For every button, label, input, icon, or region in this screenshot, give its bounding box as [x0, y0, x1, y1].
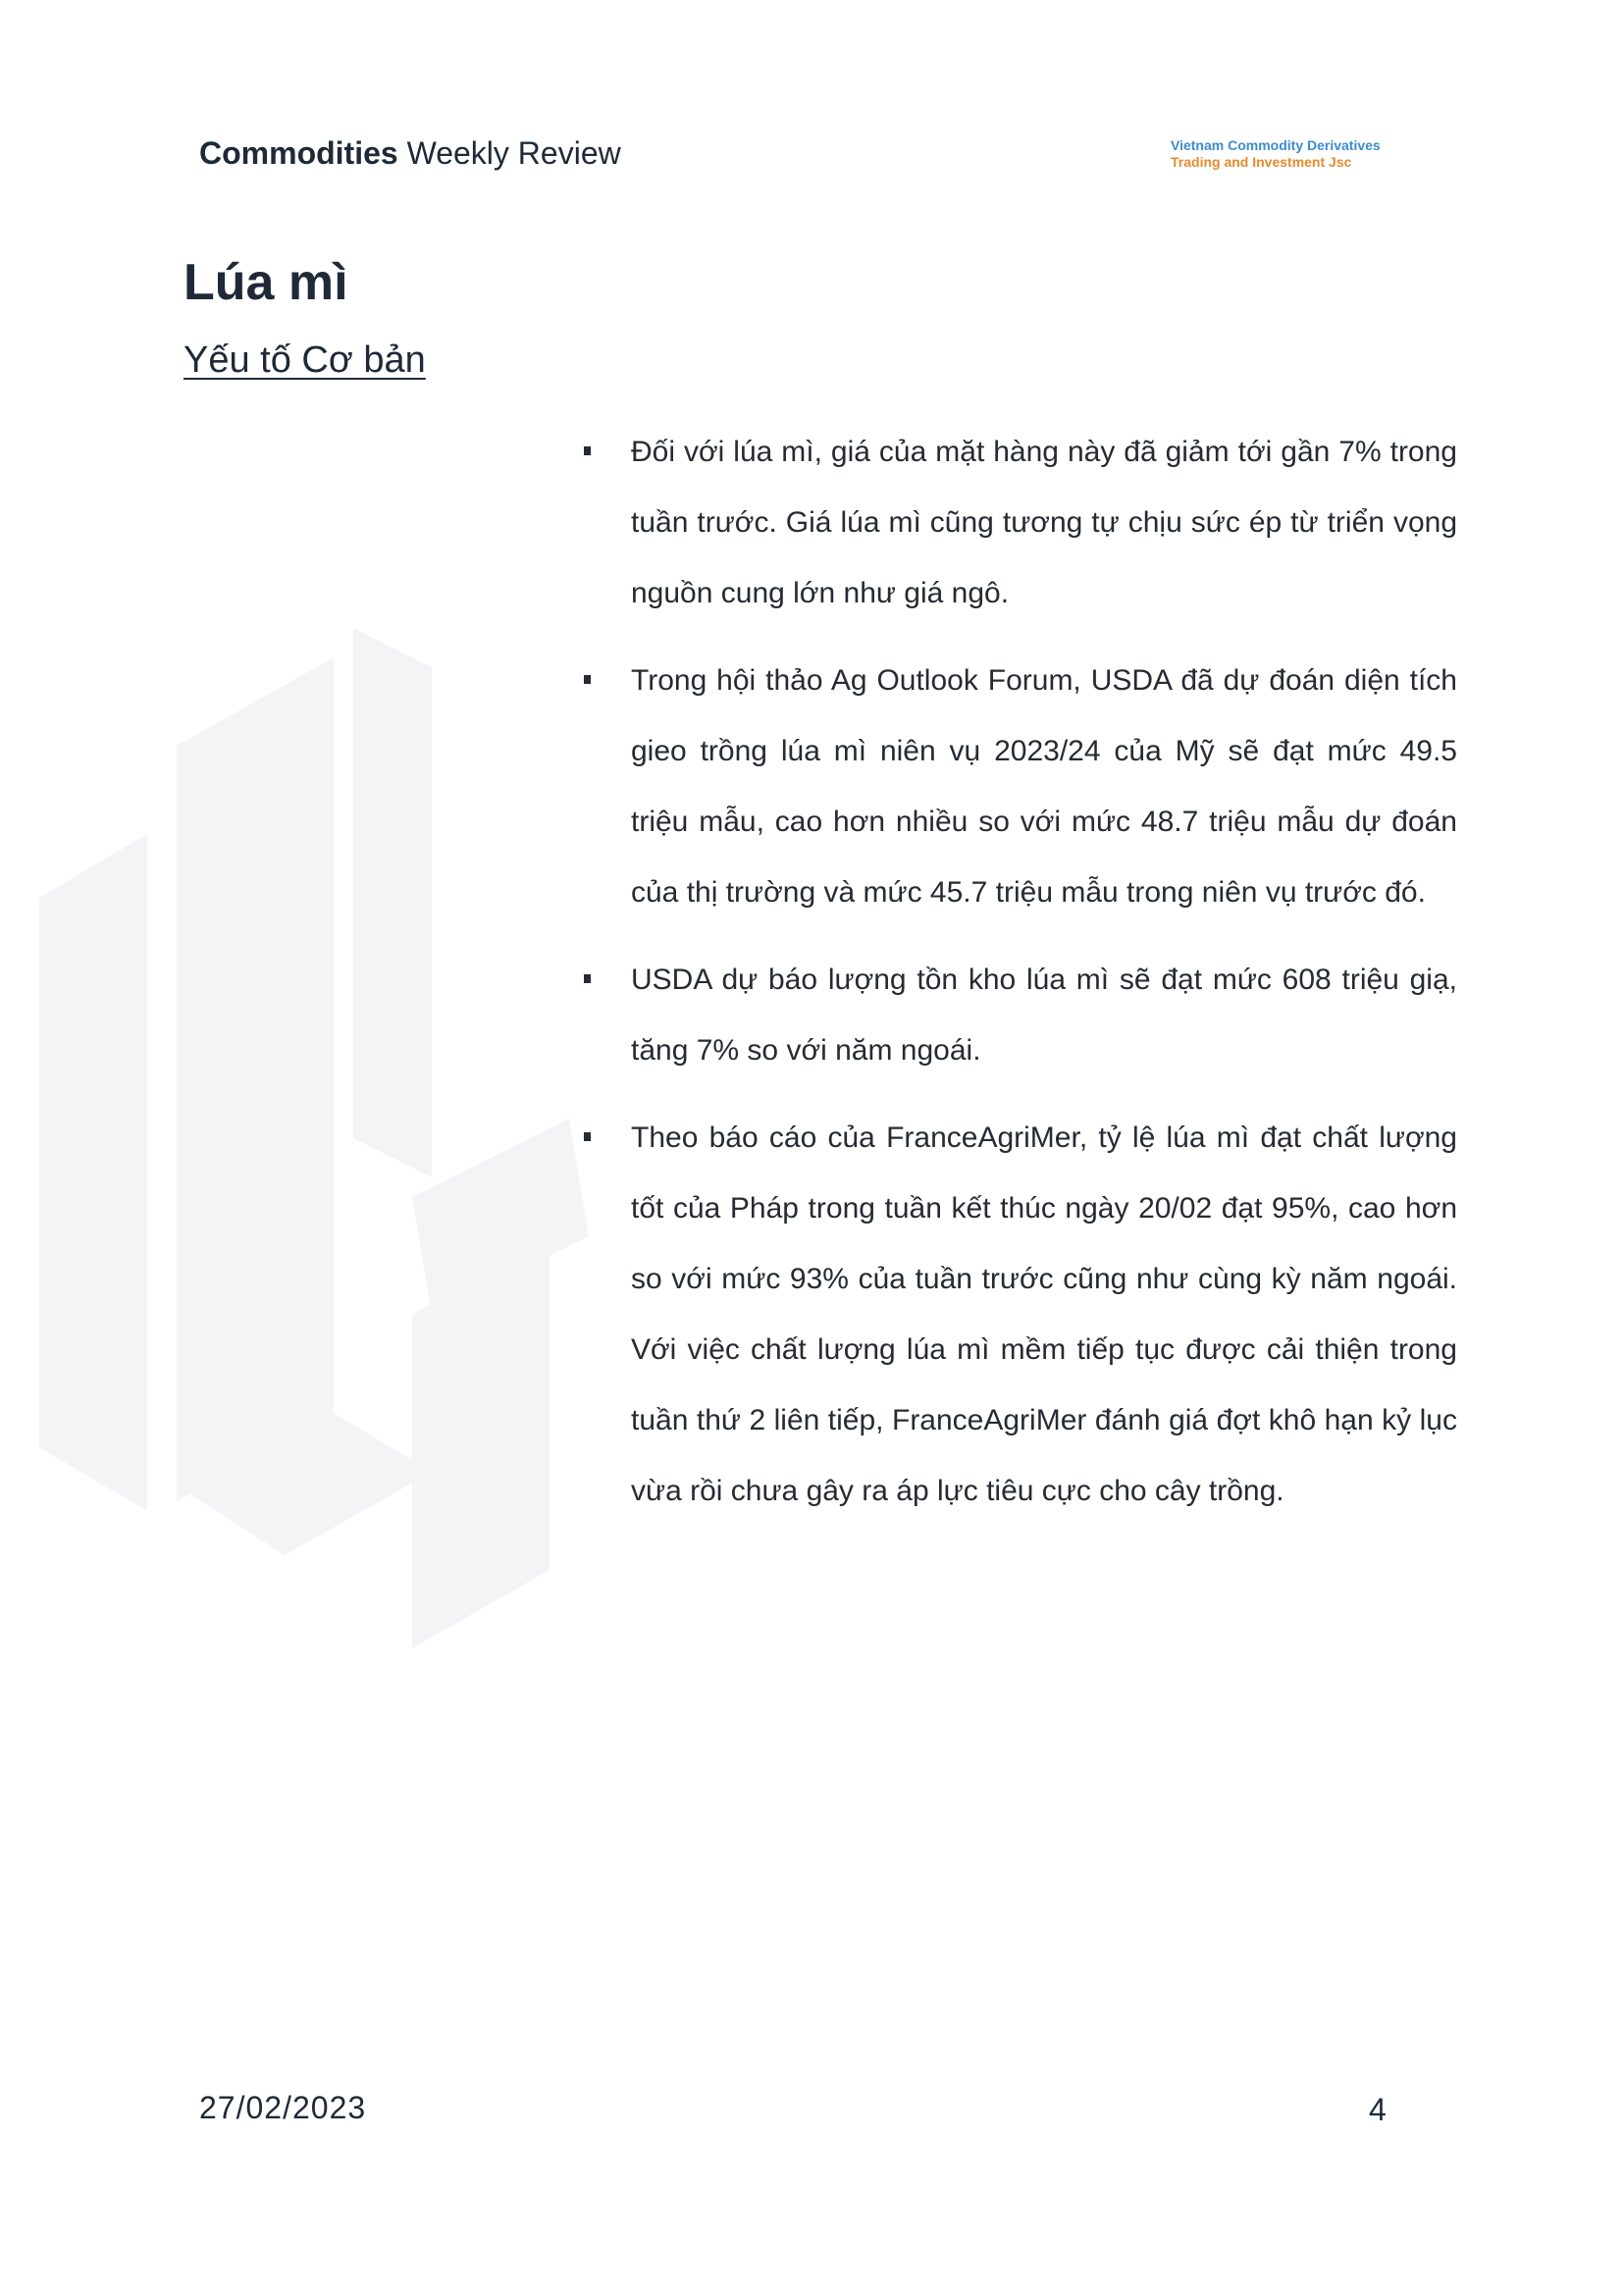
bullet-text: Trong hội thảo Ag Outlook Forum, USDA đã dự đoán diện tích gieo trồng lúa mì niên vụ 2023/24 của Mỹ sẽ đạt mức 49.5 triệu mẫu, cao hơn nhiều so với mức 48.7 triệu mẫu dự đoán của thị trường và mức 45.7 triệu mẫu trong niên vụ trước đó. — [631, 664, 1457, 909]
bullet-marker-icon — [584, 974, 591, 983]
bullet-marker-icon — [584, 446, 591, 455]
document-header — [199, 135, 621, 172]
bullet-item — [579, 1103, 1457, 1527]
logo-line-1: Vietnam Commodity Derivatives — [1171, 137, 1381, 153]
bullet-text: USDA dự báo lượng tồn kho lúa mì sẽ đạt mức 608 triệu giạ, tăng 7% so với năm ngoái. — [631, 964, 1457, 1067]
bullet-marker-icon — [584, 675, 591, 684]
bullet-marker-icon — [584, 1132, 591, 1141]
bullet-text: Theo báo cáo của FranceAgriMer, tỷ lệ lúa mì đạt chất lượng tốt của Pháp trong tuần kết thúc ngày 20/02 đạt 95%, cao hơn so với mức 93% của tuần trước cũng như cùng kỳ năm ngoái. Với việc chất lượng lúa mì mềm tiếp tục được cải thiện trong tuần thứ 2 liên tiếp, FranceAgriMer đánh giá đợt khô hạn kỷ lục vừa rồi chưa gây ra áp lực tiêu cực cho cây trồng. — [631, 1121, 1457, 1507]
bullet-item — [579, 646, 1457, 928]
bullet-list — [579, 417, 1457, 1543]
footer-date: 27/02/2023 — [199, 2090, 367, 2125]
logo-line-2: Trading and Investment Jsc — [1171, 154, 1352, 170]
bullet-item — [579, 417, 1457, 629]
header-title: Weekly Review — [406, 135, 621, 171]
company-logo — [1171, 137, 1381, 171]
header-brand: Commodities — [199, 135, 398, 171]
section-subtitle: Yếu tố Cơ bản — [183, 339, 426, 381]
bullet-item — [579, 945, 1457, 1086]
bullet-text: Đối với lúa mì, giá của mặt hàng này đã giảm tới gần 7% trong tuần trước. Giá lúa mì cũng tương tự chịu sức ép từ triển vọng nguồn cung lớn như giá ngô. — [631, 436, 1457, 609]
page-number: 4 — [1369, 2092, 1387, 2127]
section-title: Lúa mì — [183, 254, 348, 311]
background-watermark-logo — [39, 628, 589, 1688]
